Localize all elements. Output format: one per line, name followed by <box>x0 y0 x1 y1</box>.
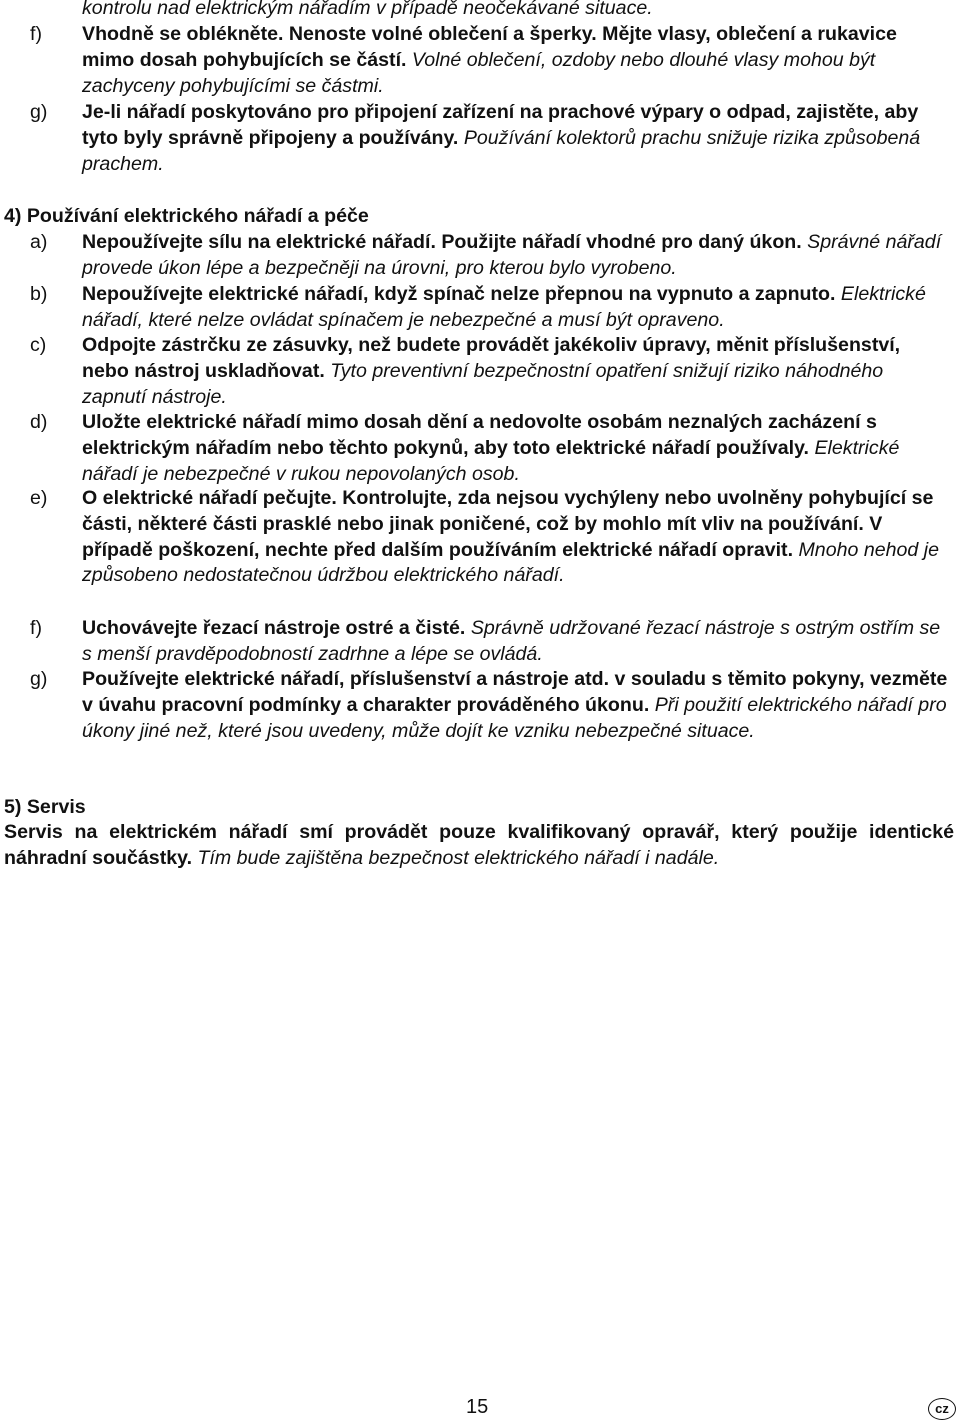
list-item-body <box>82 667 952 744</box>
page-number: 15 <box>466 1396 489 1418</box>
instruction-bold: Nepoužívejte elektrické nářadí, když spínač nelze přepnou na vypnuto a zapnuto. <box>82 283 836 305</box>
instruction-explanation: Elektrické nářadí je nebezpečné v rukou nepovolaných osob. <box>82 436 900 485</box>
instruction-explanation: Při použití elektrického nářadí pro úkony jiné než, které jsou uvedeny, může dojít ke vzniku nebezpečné situace. <box>82 693 947 742</box>
section-body <box>4 820 954 872</box>
list-item-body <box>82 333 952 410</box>
list-item-letter: a) <box>30 231 48 253</box>
instruction-explanation: Mnoho nehod je způsobeno nedostatečnou údržbou elektrického nářadí. <box>82 538 940 587</box>
instruction-explanation: Správné nářadí provede úkon lépe a bezpečněji na úrovni, pro kterou bylo vyrobeno. <box>82 231 942 279</box>
list-item-body <box>82 22 952 99</box>
list-item-body <box>82 486 952 589</box>
instruction-bold: Používejte elektrické nářadí, příslušenství a nástroje atd. v souladu s těmito pokyny, vezměte v úvahu pracovní podmínky a charakter prováděného úkonu. <box>82 668 948 716</box>
instruction-explanation: Volné oblečení, ozdoby nebo dlouhé vlasy mohou být zachyceny pohybujícími se částmi. <box>82 48 876 97</box>
list-item-body <box>82 282 952 334</box>
list-item-letter: c) <box>30 334 47 356</box>
instruction-bold: Odpojte zástrčku ze zásuvky, než budete provádět jakékoliv úpravy, měnit příslušenství, nebo nástroj uskladňovat. <box>82 334 901 382</box>
list-item-letter: b) <box>30 283 48 305</box>
list-item-body <box>82 100 952 177</box>
instruction-bold: Servis na elektrickém nářadí smí provádět pouze kvalifikovaný opravář, který použije identické náhradní součástky. <box>4 821 954 869</box>
list-item-letter: f) <box>30 23 42 45</box>
section-heading: 5) Servis <box>4 796 86 818</box>
instruction-bold: Uložte elektrické nářadí mimo dosah dění a nedovolte osobám neznalých zacházení s elektrickým nářadím nebo těchto pokynů, aby toto elektrické nářadí používaly. <box>82 411 877 459</box>
continued-text-line: kontrolu nad elektrickým nářadím v případě neočekávané situace. <box>82 0 653 19</box>
instruction-bold: Vhodně se oblékněte. Nenoste volné oblečení a šperky. Mějte vlasy, oblečení a rukavice mimo dosah pohybujících se částí. <box>82 23 897 71</box>
list-item-letter: f) <box>30 617 42 639</box>
instruction-explanation: Tyto preventivní bezpečnostní opatření snižují riziko náhodného zapnutí nástroje. <box>82 359 884 408</box>
instruction-explanation: Elektrické nářadí, které nelze ovládat spínačem je nebezpečné a musí být opraveno. <box>82 283 926 331</box>
instruction-explanation: Správně udržované řezací nástroje s ostrým ostřím se s menší pravděpodobností zadrhne a lépe se ovládá. <box>82 617 941 665</box>
list-item-body <box>82 230 952 282</box>
instruction-bold: Nepoužívejte sílu na elektrické nářadí. Použijte nářadí vhodné pro daný úkon. <box>82 231 802 253</box>
list-item-letter: e) <box>30 487 48 509</box>
list-item-body <box>82 410 952 487</box>
list-item-letter: g) <box>30 668 48 690</box>
list-item-body <box>82 616 952 668</box>
instruction-bold: Uchovávejte řezací nástroje ostré a čisté. <box>82 617 466 639</box>
list-item-letter: g) <box>30 101 48 123</box>
list-item-letter: d) <box>30 411 48 433</box>
section-heading: 4) Používání elektrického nářadí a péče <box>4 205 369 227</box>
language-badge: cz <box>928 1398 956 1420</box>
instruction-bold: Je-li nářadí poskytováno pro připojení zařízení na prachové výpary o odpad, zajistěte, aby tyto byly správně připojeny a používány. <box>82 101 919 149</box>
instruction-explanation: Tím bude zajištěna bezpečnost elektrického nářadí i nadále. <box>197 846 720 869</box>
instruction-explanation: Používání kolektorů prachu snižuje rizika způsobená prachem. <box>82 126 921 175</box>
instruction-bold: O elektrické nářadí pečujte. Kontrolujte, zda nejsou vychýleny nebo uvolněny pohybující se části, některé části prasklé nebo jinak poničené, což by mohlo mít vliv na používání. V případě poškození, nechte před dalším používáním elektrické nářadí opravit. <box>82 487 934 561</box>
